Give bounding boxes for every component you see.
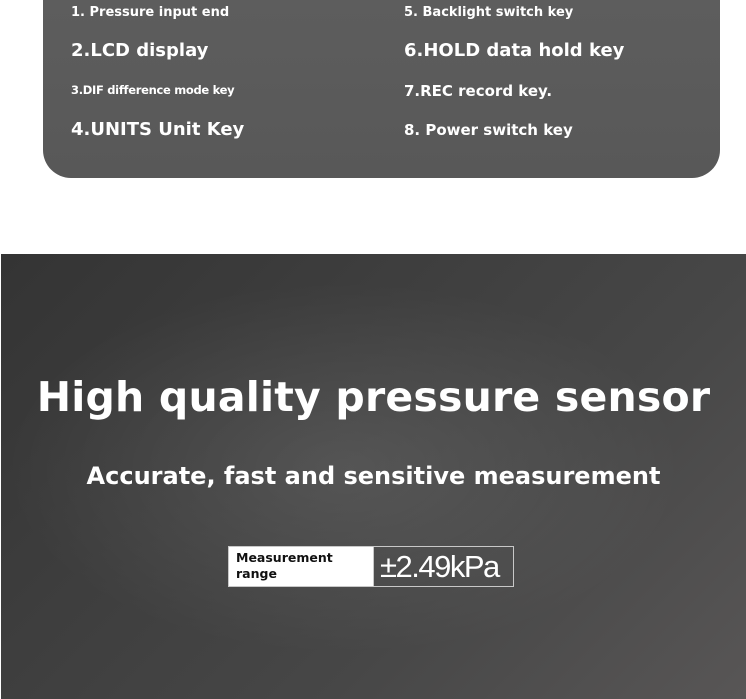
- spec-label: Measurement range: [229, 547, 373, 586]
- legend-item-power-key: 8. Power switch key: [404, 121, 573, 139]
- measurement-range-spec: [228, 546, 514, 587]
- legend-item-rec-key: 7.REC record key.: [404, 82, 553, 100]
- spec-value: ±2.49kPa: [373, 547, 513, 586]
- legend-item-dif-key: 3.DIF difference mode key: [71, 83, 235, 97]
- legend-item-units-key: 4.UNITS Unit Key: [71, 119, 245, 140]
- legend-item-pressure-input: 1. Pressure input end: [71, 5, 230, 20]
- banner-title: High quality pressure sensor: [36, 373, 711, 421]
- sensor-feature-banner: [1, 254, 746, 699]
- legend-item-backlight-key: 5. Backlight switch key: [404, 5, 574, 20]
- legend-item-lcd-display: 2.LCD display: [71, 40, 209, 61]
- legend-item-hold-key: 6.HOLD data hold key: [404, 40, 625, 61]
- banner-subtitle: Accurate, fast and sensitive measurement: [86, 462, 661, 490]
- key-legend-panel: [43, 0, 720, 178]
